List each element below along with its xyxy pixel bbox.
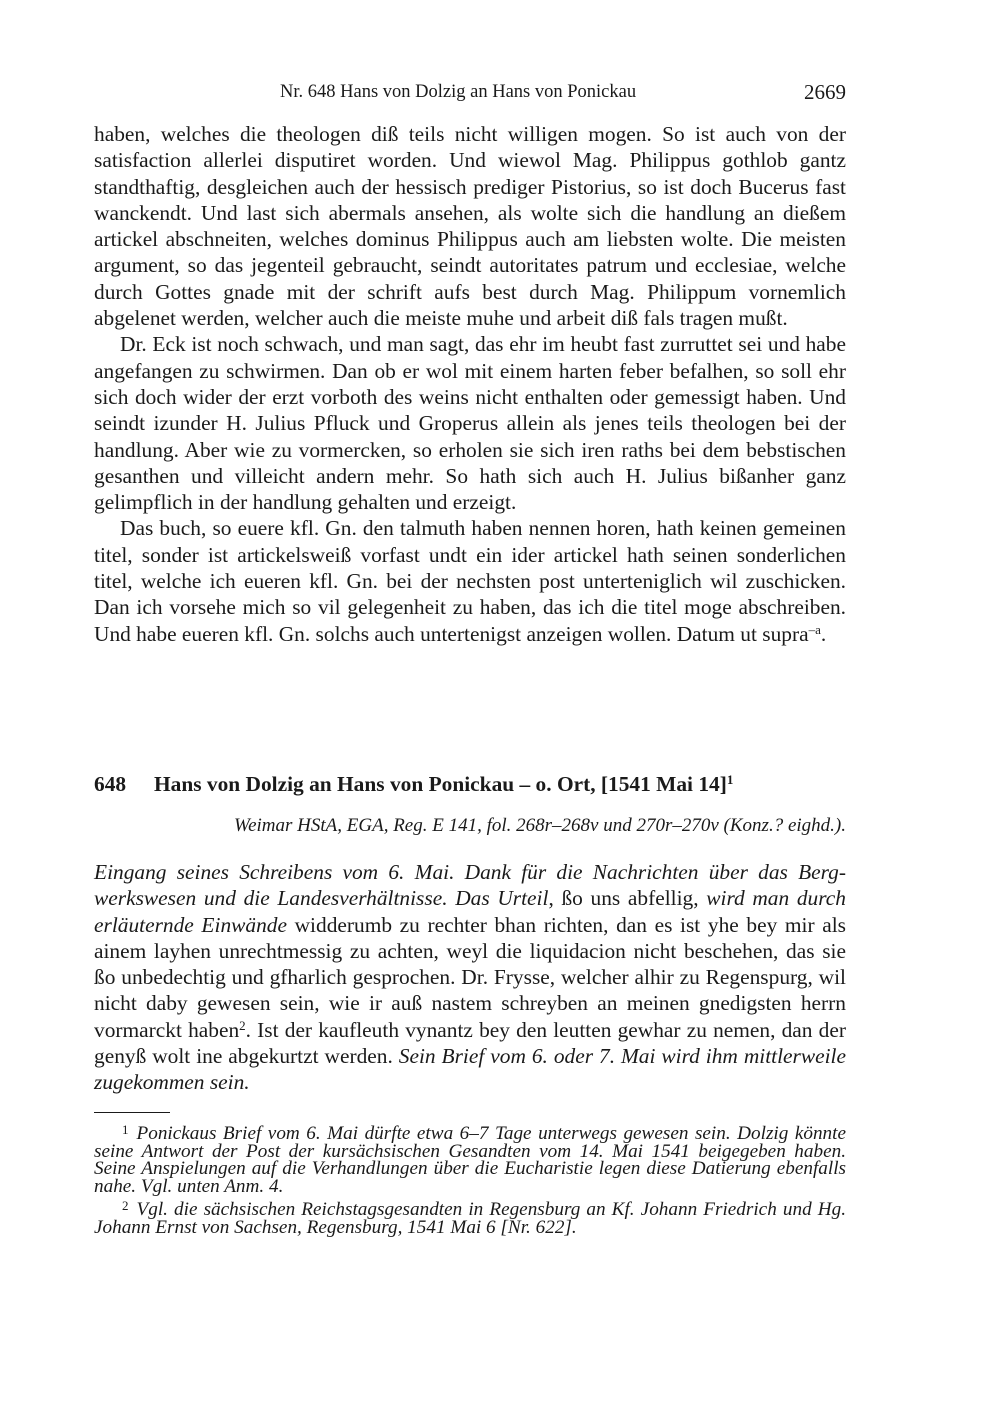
regest-summary: Eingang seines Schreibens vom 6. Mai. Dank für die Nachrichten über das Bergwerkswesen und die Landesverhältnisse. Das Urteil	[94, 860, 846, 911]
letter-continuation	[94, 121, 846, 647]
editorial-mark: –a	[808, 621, 821, 637]
regest-quote: . Ist der kaufleuth vynantz bey den leutten gewhar zu nemen, dan der genyß wolt ine abgekurtzt werden.	[94, 1017, 846, 1069]
document-title: Hans von Dolzig an Hans von Ponickau – o. Ort, [1541 Mai 14]	[154, 772, 727, 796]
regest-summary: Sein Brief vom 6. oder 7. Mai wird ihm mittlerweile zugekommen sein.	[94, 1044, 846, 1095]
page-number: 2669	[804, 80, 846, 104]
paragraph-text: Das buch, so euere kfl. Gn. den talmuth haben nennen horen, hath keinen gemeinen titel, sonder ist artickelsweiß vorfast undt ein ider artickel hath seinen sonderlichen titel, welche ich eueren kfl. Gn. bei der nechsten post unterteniglich wil zuschicken. Dan ich vorsehe mich so vil gelegenheit zu haben, das ich die titel moge abschreiben. Und habe eueren kfl. Gn. solchs auch untertenigst anzeigen wollen. Datum ut supra	[94, 516, 846, 646]
page-header	[94, 80, 846, 108]
regest-paragraph	[94, 859, 846, 1096]
archival-source: Weimar HStA, EGA, Reg. E 141, fol. 268r–268v und 270r–270v (Konz.? eighd.).	[234, 815, 846, 836]
document-number: 648	[94, 772, 127, 796]
footnote-text: Ponickaus Brief vom 6. Mai dürfte etwa 6–7 Tage unterwegs gewesen sein. Dolzig könnte seine Antwort der Post der kursächsischen Gesandten vom 14. Mai 1541 beigegeben haben. Seine Anspielungen auf die Verhandlungen über die Eucharistie legen diese Datierung ebenfalls nahe. Vgl. unten Anm. 4.	[94, 1123, 846, 1197]
paragraph-end: .	[820, 621, 827, 646]
footnote-divider	[94, 1112, 170, 1113]
running-title: Nr. 648 Hans von Dolzig an Hans von Ponickau	[280, 82, 637, 102]
footnote-mark: 2	[122, 1198, 129, 1214]
paragraph: Dr. Eck ist noch schwach, und man sagt, das ehr im heubt fast zurruttet sei und habe angefangen zu schwirmen. Dan ob er wol mit einem harten feber befalhen, so soll ehr sich doch wider der erzt vorboth des weins nicht enthalten oder gemessigt haben. Und seindt izunder H. Julius Pfluck und Groperus allein als jenes teils theologen bei der handlung. Aber wie zu vormercken, so erholen sie sich iren raths bei dem bebstischen gesanthen und villeicht andern mehr. So hath sich auch H. Julius bißanher ganz gelimpflich in der handlung gehalten und erzeigt.	[94, 332, 846, 515]
document-heading	[94, 772, 846, 797]
footnote	[94, 1121, 846, 1195]
paragraph	[94, 515, 846, 646]
footnote-text: Vgl. die sächsischen Reichstagsgesandten in Regensburg an Kf. Johann Friedrich und Hg. Johann Ernst von Sachsen, Regensburg, 1541 Mai 6 [Nr. 622].	[94, 1199, 846, 1238]
footnote	[94, 1197, 846, 1236]
footnote-mark: 1	[122, 1122, 129, 1137]
paragraph: haben, welches die theologen diß teils nicht willigen mogen. So ist auch von der satisfaction allerlei disputiret worden. Und wiewol Mag. Philippus gothlob gantz standthaftig, desgleichen auch der hessisch prediger Pistorius, so ist doch Bucerus fast wanckendt. Und last sich abermals ansehen, als wolte sich die handlung an dießem artickel abschneiten, welches dominus Philippus auch am liebsten wolte. Die meisten argument, so das jegenteil gebraucht, seindt autoritates patrum und ecclesiae, welche durch Gottes gnade mit der schrift aufs best durch Mag. Philippum vornemlich abgelenet werden, welcher auch die meiste muhe und arbeit diß fals tragen mußt.	[94, 122, 846, 331]
footnote-ref: 1	[726, 772, 734, 787]
footnotes	[94, 1121, 846, 1239]
regest-summary: wird man durch erläuternde Einwände	[94, 886, 846, 937]
regest-quote: widderumb zu rechter bhan richten, dan es ist yhe bey mir als ainem layhen unrechtmessig zu achten, weyl die liquidacion nicht beschehen, das sie ßo unbedechtig und gfharlich gesprochen. Dr. Frysse, welcher alhir zu Regenspurg, wil nicht daby gewesen sein, wie ir auß nastem schreyben an meinen gnedigsten herrn vormarckt haben	[94, 912, 846, 1042]
footnote-ref: 2	[239, 1017, 246, 1033]
regest-quote: , ßo uns abfellig,	[548, 886, 707, 911]
